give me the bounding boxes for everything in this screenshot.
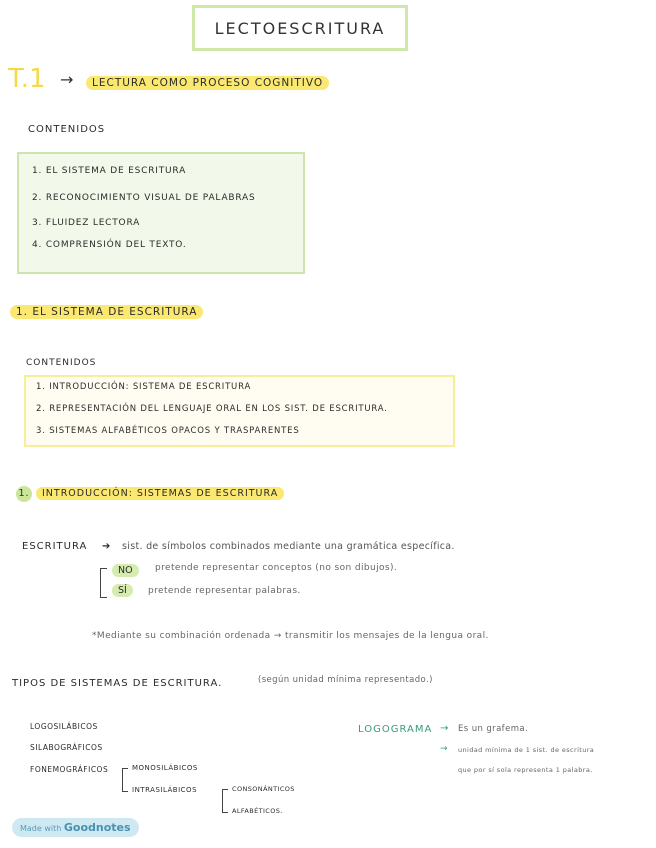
si-text: pretende representar palabras. (148, 586, 301, 596)
subsection1-title: INTRODUCCIÓN: SISTEMAS DE ESCRITURA (36, 487, 284, 500)
logograma-line1: Es un grafema. (458, 724, 529, 734)
badge-made-with: Made with (20, 824, 62, 833)
fonemo-bracket (122, 768, 128, 792)
section1-title (10, 306, 203, 318)
unit-title-text: LECTURA COMO PROCESO COGNITIVO (86, 76, 329, 90)
contents-item-2: 2. RECONOCIMIENTO VISUAL DE PALABRAS (32, 193, 256, 203)
logograma-line3: que por sí sola representa 1 palabra. (458, 766, 593, 774)
made-with-goodnotes-badge[interactable] (12, 818, 139, 837)
si-label-text: SÍ (112, 584, 133, 597)
section1-contents-label: CONTENIDOS (26, 358, 97, 368)
arrow-right-icon: → (60, 70, 74, 89)
page-title (192, 5, 408, 51)
arrow-right-icon: → (440, 744, 448, 754)
intra-sub-alfabeticos: ALFABÉTICOS. (232, 807, 283, 815)
section1-item-2: 2. REPRESENTACIÓN DEL LENGUAJE ORAL EN LOS SIST. DE ESCRITURA. (36, 404, 388, 414)
intra-bracket (222, 789, 228, 813)
logograma-line2: unidad mínima de 1 sist. de escritura (458, 746, 595, 754)
no-label-text: NO (112, 564, 139, 577)
no-text: pretende representar conceptos (no son dibujos). (155, 563, 398, 573)
page-title-text: LECTOESCRITURA (214, 18, 386, 38)
fonemo-sub-intrasilabicos: INTRASILÁBICOS (132, 786, 198, 794)
contents-item-3: 3. FLUIDEZ LECTORA (32, 218, 141, 228)
si-label (112, 585, 133, 596)
subsection1-heading (16, 486, 284, 502)
tipos-note: (según unidad mínima representado.) (258, 675, 433, 685)
tipos-item-logosilabicos: LOGOSILÁBICOS (30, 722, 98, 731)
tipos-heading: TIPOS DE SISTEMAS DE ESCRITURA. (12, 678, 223, 689)
escritura-definition: sist. de símbolos combinados mediante una gramática específica. (122, 541, 455, 552)
contents-item-1: 1. EL SISTEMA DE ESCRITURA (32, 166, 187, 176)
logograma-term: LOGOGRAMA (358, 724, 433, 735)
contents-item-4: 4. COMPRENSIÓN DEL TEXTO. (32, 240, 187, 250)
no-si-bracket (100, 568, 107, 598)
tipos-item-silabograficos: SILABOGRÁFICOS (30, 743, 103, 752)
section1-item-1: 1. INTRODUCCIÓN: SISTEMA DE ESCRITURA (36, 382, 252, 392)
escritura-term: ESCRITURA (22, 541, 88, 552)
contents-label: CONTENIDOS (28, 124, 106, 135)
tipos-item-fonemograficos: FONEMOGRÁFICOS (30, 765, 109, 774)
section1-title-text: 1. EL SISTEMA DE ESCRITURA (10, 305, 203, 319)
subsection1-number: 1. (16, 486, 32, 502)
escritura-note: *Mediante su combinación ordenada → transmitir los mensajes de la lengua oral. (92, 631, 489, 641)
arrow-right-icon: ➔ (102, 541, 111, 552)
arrow-right-icon: → (440, 723, 449, 734)
unit-title (86, 77, 329, 89)
badge-brand: Goodnotes (63, 821, 131, 834)
no-label (112, 565, 139, 576)
unit-number: T.1 (8, 64, 46, 94)
intra-sub-consonanticos: CONSONÁNTICOS (232, 785, 295, 793)
fonemo-sub-monosilabicos: MONOSILÁBICOS (132, 764, 198, 772)
section1-item-3: 3. SISTEMAS ALFABÉTICOS OPACOS Y TRASPARENTES (36, 426, 300, 436)
